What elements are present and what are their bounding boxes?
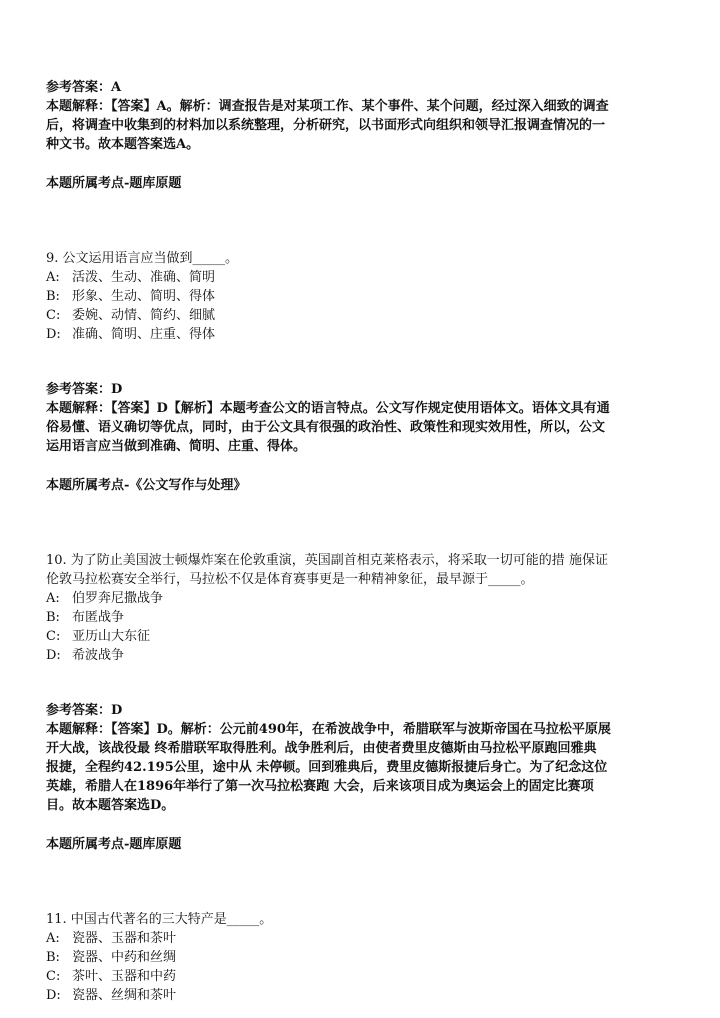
option-b: B: 布匿战争	[46, 610, 125, 625]
question-10: 伦敦马拉松赛安全举行，马拉松不仅是体育赛事更是一种精神象征，最早源于_____。	[46, 572, 534, 587]
answer-line: 参考答案：A	[46, 80, 122, 95]
explanation-line: 种文书。故本题答案选A。	[46, 137, 200, 152]
explanation-line: 本题解释：【答案】D【解析】本题考查公文的语言特点。公文写作规定使用语体文。语体文具有通	[46, 401, 610, 416]
option-a: A: 活泼、生动、准确、简明	[46, 270, 216, 285]
knowledge-point: 本题所属考点-《公文写作与处理》	[46, 478, 247, 493]
option-a: A: 伯罗奔尼撒战争	[46, 591, 164, 606]
question-9: 9. 公文运用语言应当做到_____。	[46, 251, 239, 266]
explanation-line: 俗易懂、语义确切等优点，同时，由于公文具有很强的政治性、政策性和现实效用性，所以，公文	[46, 420, 606, 435]
question-11: 11. 中国古代著名的三大特产是_____。	[46, 912, 273, 927]
explanation-line: 开大战，该战役最 终希腊联军取得胜利。战争胜利后，由使者费里皮德斯由马拉松平原跑回雅典	[46, 741, 597, 756]
option-d: D: 瓷器、丝绸和茶叶	[46, 988, 177, 1003]
option-d: D: 准确、简明、庄重、得体	[46, 327, 216, 342]
question-10: 10. 为了防止美国波士顿爆炸案在伦敦重演，英国副首相克莱格表示，将采取一切可能的措 施保证	[46, 553, 608, 568]
option-c: C: 委婉、动情、简约、细腻	[46, 308, 216, 323]
knowledge-point: 本题所属考点-题库原题	[46, 176, 182, 191]
answer-line: 参考答案：D	[46, 703, 123, 718]
option-c: C: 茶叶、玉器和中药	[46, 969, 177, 984]
explanation-line: 运用语言应当做到准确、简明、庄重、得体。	[46, 439, 307, 454]
option-c: C: 亚历山大东征	[46, 629, 151, 644]
knowledge-point: 本题所属考点-题库原题	[46, 837, 182, 852]
explanation-line: 目。故本题答案选D。	[46, 798, 175, 813]
explanation-line: 后，将调查中收集到的材料加以系统整理，分析研究，以书面形式向组织和领导汇报调查情况的一	[46, 118, 606, 133]
explanation-line: 本题解释：【答案】A。解析：调查报告是对某项工作、某个事件、某个问题，经过深入细致的调查	[46, 99, 609, 114]
explanation-line: 本题解释：【答案】D。解析：公元前490年，在希波战争中，希腊联军与波斯帝国在马拉松平原展	[46, 722, 611, 737]
document-page	[46, 78, 676, 1005]
option-a: A: 瓷器、玉器和茶叶	[46, 931, 177, 946]
explanation-line: 报捷，全程约42.195公里，途中从 未停顿。回到雅典后，费里皮德斯报捷后身亡。为了纪念这位	[46, 760, 608, 775]
option-b: B: 瓷器、中药和丝绸	[46, 950, 177, 965]
explanation-line: 英雄，希腊人在1896年举行了第一次马拉松赛跑 大会，后来该项目成为奥运会上的固定比赛项	[46, 779, 594, 794]
option-d: D: 希波战争	[46, 648, 125, 663]
answer-line: 参考答案：D	[46, 382, 123, 397]
option-b: B: 形象、生动、简明、得体	[46, 289, 216, 304]
